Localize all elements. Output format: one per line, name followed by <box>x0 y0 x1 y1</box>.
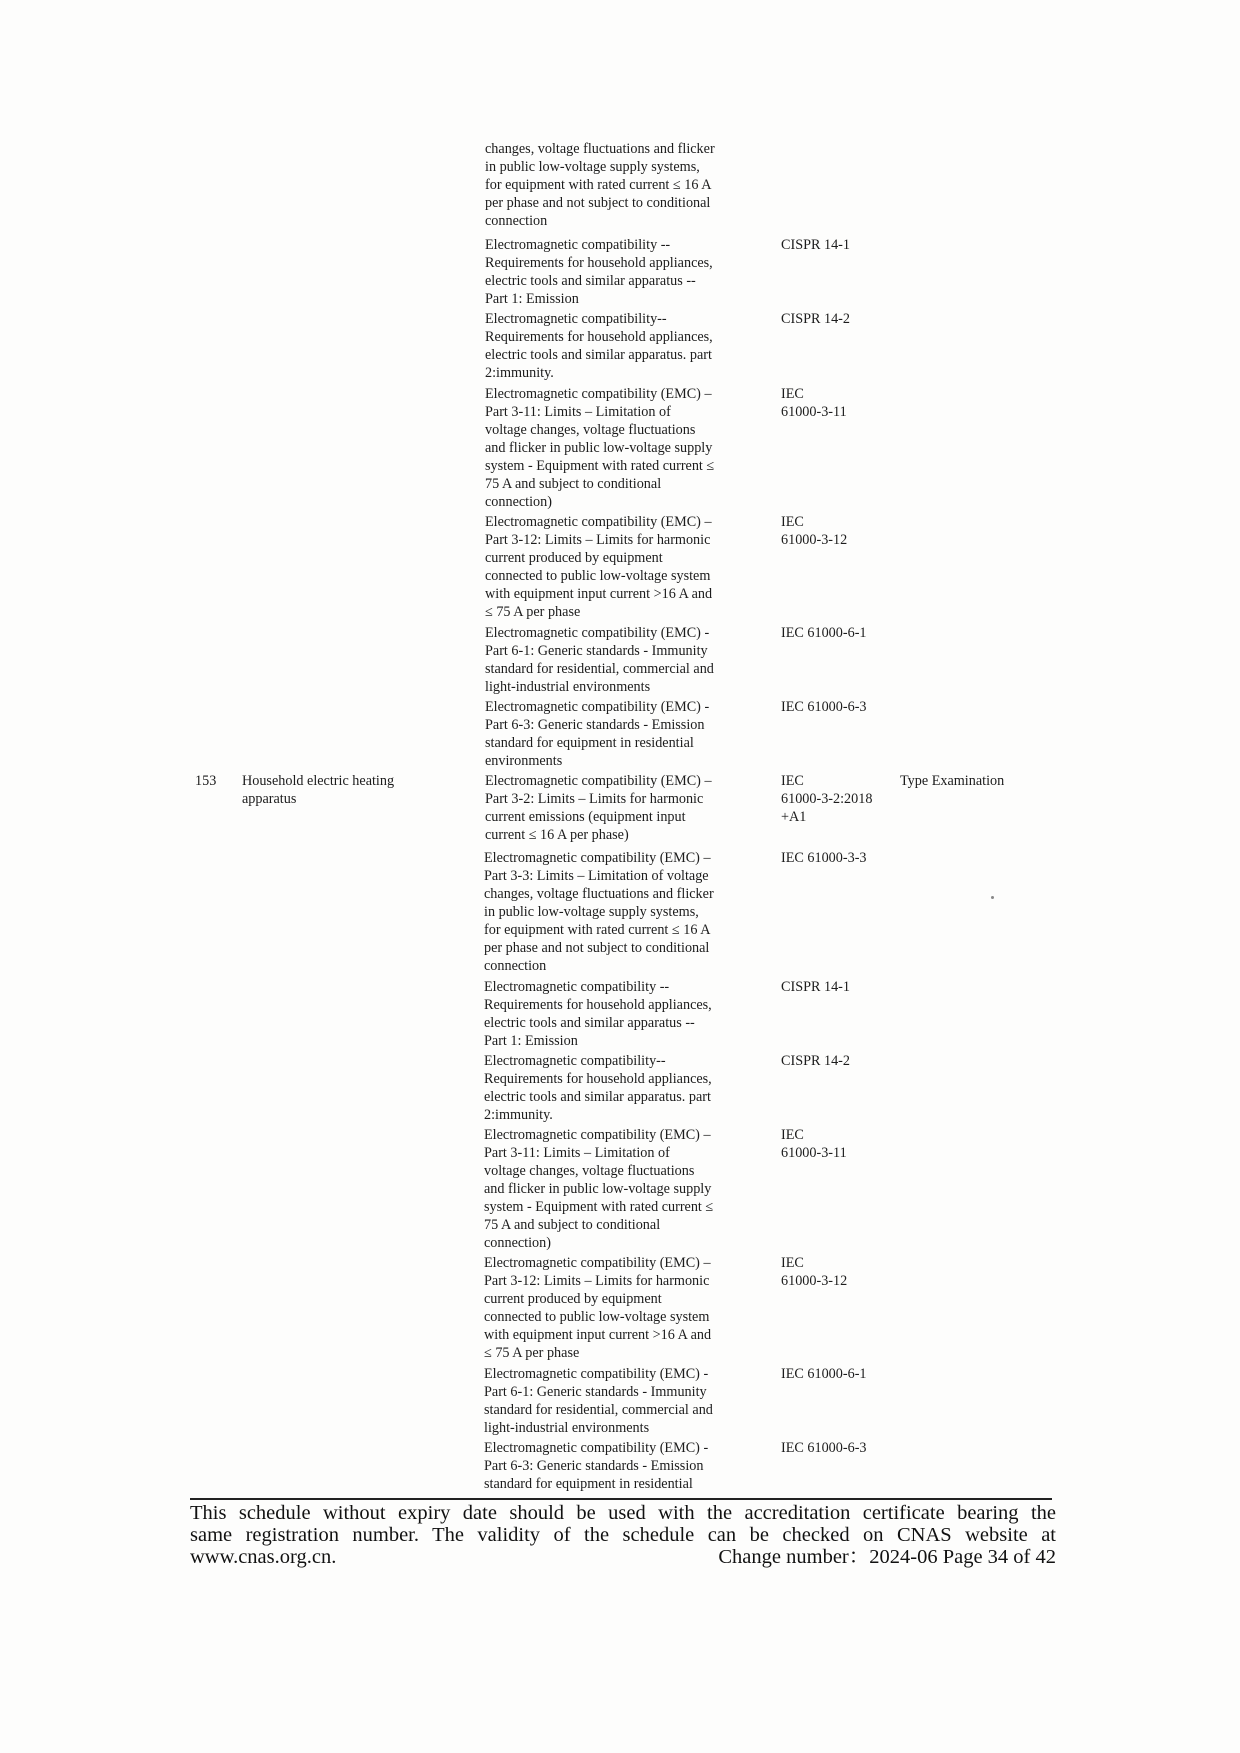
standard-title-line: per phase and not subject to conditional <box>485 195 711 211</box>
standard-title-line: connected to public low-voltage system <box>484 1309 710 1325</box>
standard-title-line: ≤ 75 A per phase <box>485 604 581 620</box>
standard-title <box>485 236 747 308</box>
standard-title-line: 75 A and subject to conditional <box>485 476 662 492</box>
standard-title-line: light-industrial environments <box>484 1420 650 1436</box>
standard-code <box>781 1254 896 1290</box>
standard-title-line: voltage changes, voltage fluctuations <box>485 422 696 438</box>
standard-code-line: CISPR 14-2 <box>781 311 850 327</box>
standard-title-line: Electromagnetic compatibility -- <box>485 237 671 253</box>
standard-title-line: standard for equipment in residential <box>484 1476 693 1492</box>
standard-title-line: in public low-voltage supply systems, <box>484 904 699 920</box>
standard-title-line: connection <box>485 213 548 229</box>
standard-title-line: current emissions (equipment input <box>485 809 686 825</box>
standard-title-line: per phase and not subject to conditional <box>484 940 710 956</box>
standard-title <box>485 513 747 621</box>
standard-code-line: CISPR 14-2 <box>781 1053 850 1069</box>
product-name <box>242 772 442 808</box>
standard-title <box>485 310 747 382</box>
standard-title <box>485 698 747 770</box>
standard-code-line: IEC 61000-6-1 <box>781 1366 867 1382</box>
standard-title-line: Part 1: Emission <box>485 291 579 307</box>
standard-title-line: Part 3-11: Limits – Limitation of <box>484 1145 670 1161</box>
standard-title-line: environments <box>485 753 563 769</box>
standard-title-line: Part 3-12: Limits – Limits for harmonic <box>485 532 711 548</box>
standard-title-line: Requirements for household appliances, <box>484 1071 712 1087</box>
standard-code-line: IEC 61000-6-3 <box>781 699 867 715</box>
standard-title <box>485 385 747 511</box>
standard-title-line: and flicker in public low-voltage supply <box>484 1181 712 1197</box>
standard-title <box>484 1439 746 1493</box>
standard-code-line: IEC <box>781 1127 804 1143</box>
standard-title-line: Part 1: Emission <box>484 1033 578 1049</box>
standard-code-line: IEC <box>781 514 804 530</box>
standard-code-line: 61000-3-12 <box>781 1273 848 1289</box>
footer-change-number: Change number：2024-06 Page 34 of 42 <box>718 1546 1056 1568</box>
standard-title-line: electric tools and similar apparatus. part <box>485 347 712 363</box>
standard-title <box>485 772 747 844</box>
standard-title-line: system - Equipment with rated current ≤ <box>485 458 715 474</box>
standard-code <box>781 698 896 716</box>
standard-title-line: system - Equipment with rated current ≤ <box>484 1199 714 1215</box>
standard-title-line: Part 6-1: Generic standards - Immunity <box>484 1384 707 1400</box>
product-name-line: Household electric heating <box>242 773 395 789</box>
standard-title-line: standard for equipment in residential <box>485 735 694 751</box>
standard-title-line: with equipment input current >16 A and <box>484 1327 712 1343</box>
standard-title-line: Requirements for household appliances, <box>485 255 713 271</box>
standard-code-line: IEC <box>781 1255 804 1271</box>
standard-title-line: Part 3-3: Limits – Limitation of voltage <box>484 868 709 884</box>
standard-title-line: Requirements for household appliances, <box>485 329 713 345</box>
standard-title-line: connection <box>484 958 547 974</box>
standard-title-line: changes, voltage fluctuations and flicker <box>485 141 715 157</box>
standard-title-line: Electromagnetic compatibility -- <box>484 979 670 995</box>
standard-title <box>484 1126 746 1252</box>
standard-title-line: current produced by equipment <box>485 550 663 566</box>
item-number: 153 <box>195 773 217 789</box>
standard-title-line: Electromagnetic compatibility (EMC) - <box>484 1440 709 1456</box>
standard-title <box>484 849 746 975</box>
footer-line-2: same registration number. The validity of the schedule can be checked on CNAS website at <box>190 1524 1056 1546</box>
standard-title-line: electric tools and similar apparatus -- <box>485 273 696 289</box>
standard-code-line: 61000-3-2:2018 <box>781 791 873 807</box>
standard-code <box>781 624 896 642</box>
standard-code-line: 61000-3-11 <box>781 1145 847 1161</box>
standard-title <box>485 624 747 696</box>
standard-code-line: IEC 61000-6-3 <box>781 1440 867 1456</box>
standard-title-line: voltage changes, voltage fluctuations <box>484 1163 695 1179</box>
standard-code-line: CISPR 14-1 <box>781 979 850 995</box>
standard-title-line: Electromagnetic compatibility-- <box>485 311 667 327</box>
standard-code-line: 61000-3-12 <box>781 532 848 548</box>
standard-code-line: 61000-3-11 <box>781 404 847 420</box>
standard-title-line: Electromagnetic compatibility (EMC) – <box>485 514 712 530</box>
standard-title-line: connection) <box>485 494 552 510</box>
standard-title-line: connection) <box>484 1235 551 1251</box>
standard-title-line: Electromagnetic compatibility (EMC) – <box>485 386 712 402</box>
standard-title-line: and flicker in public low-voltage supply <box>485 440 713 456</box>
standard-title-line: Part 3-11: Limits – Limitation of <box>485 404 671 420</box>
standard-title-line: light-industrial environments <box>485 679 651 695</box>
standard-code <box>781 513 896 549</box>
standard-title <box>485 140 747 230</box>
standard-code <box>781 849 896 867</box>
standard-code-line: CISPR 14-1 <box>781 237 850 253</box>
standard-code <box>781 1126 896 1162</box>
standard-title-line: electric tools and similar apparatus. part <box>484 1089 711 1105</box>
standard-code <box>781 1052 896 1070</box>
standard-title-line: in public low-voltage supply systems, <box>485 159 700 175</box>
standard-title-line: Electromagnetic compatibility (EMC) - <box>485 625 710 641</box>
standard-code-line: IEC 61000-6-1 <box>781 625 867 641</box>
standard-title-line: Electromagnetic compatibility (EMC) - <box>485 699 710 715</box>
footer-notice <box>190 1502 1056 1568</box>
standard-title-line: Part 3-12: Limits – Limits for harmonic <box>484 1273 710 1289</box>
standard-title-line: for equipment with rated current ≤ 16 A <box>484 922 711 938</box>
standard-title-line: Requirements for household appliances, <box>484 997 712 1013</box>
standard-title-line: for equipment with rated current ≤ 16 A <box>485 177 712 193</box>
standard-code-line: +A1 <box>781 809 807 825</box>
standard-title-line: 2:immunity. <box>485 365 554 381</box>
standard-title-line: Electromagnetic compatibility (EMC) – <box>484 850 711 866</box>
standard-title-line: current ≤ 16 A per phase) <box>485 827 629 843</box>
standard-code <box>781 772 896 826</box>
standard-title-line: Electromagnetic compatibility (EMC) – <box>484 1127 711 1143</box>
footer-line-3 <box>190 1546 1056 1568</box>
standard-code <box>781 236 896 254</box>
footer-rule <box>190 1498 1052 1500</box>
standard-title-line: Part 6-3: Generic standards - Emission <box>484 1458 704 1474</box>
standard-title-line: Electromagnetic compatibility (EMC) – <box>485 773 712 789</box>
standard-title-line: Electromagnetic compatibility-- <box>484 1053 666 1069</box>
product-name-line: apparatus <box>242 791 297 807</box>
scan-speck <box>991 896 994 899</box>
standard-title-line: Part 6-3: Generic standards - Emission <box>485 717 705 733</box>
standard-title-line: electric tools and similar apparatus -- <box>484 1015 695 1031</box>
standard-title-line: 2:immunity. <box>484 1107 553 1123</box>
test-method: Type Examination <box>900 773 1005 789</box>
standard-title <box>484 1254 746 1362</box>
standard-title-line: with equipment input current >16 A and <box>485 586 713 602</box>
standard-code-line: IEC <box>781 773 804 789</box>
standard-title <box>484 978 746 1050</box>
standard-title-line: connected to public low-voltage system <box>485 568 711 584</box>
standard-title-line: Electromagnetic compatibility (EMC) – <box>484 1255 711 1271</box>
standard-code-line: IEC 61000-3-3 <box>781 850 867 866</box>
standard-title-line: 75 A and subject to conditional <box>484 1217 661 1233</box>
standard-title <box>484 1052 746 1124</box>
standard-code <box>781 978 896 996</box>
standard-code <box>781 1365 896 1383</box>
standard-title-line: standard for residential, commercial and <box>484 1402 713 1418</box>
standard-code <box>781 1439 896 1457</box>
standard-code-line: IEC <box>781 386 804 402</box>
standard-title-line: ≤ 75 A per phase <box>484 1345 580 1361</box>
standard-title-line: Part 6-1: Generic standards - Immunity <box>485 643 708 659</box>
standard-title-line: changes, voltage fluctuations and flicker <box>484 886 714 902</box>
standard-title <box>484 1365 746 1437</box>
standard-title-line: Electromagnetic compatibility (EMC) - <box>484 1366 709 1382</box>
footer-line-1: This schedule without expiry date should be used with the accreditation certificate bearing the <box>190 1502 1056 1524</box>
footer-website: www.cnas.org.cn. <box>190 1546 337 1568</box>
standard-title-line: standard for residential, commercial and <box>485 661 714 677</box>
standard-title-line: current produced by equipment <box>484 1291 662 1307</box>
standard-title-line: Part 3-2: Limits – Limits for harmonic <box>485 791 704 807</box>
standard-code <box>781 310 896 328</box>
standard-code <box>781 385 896 421</box>
